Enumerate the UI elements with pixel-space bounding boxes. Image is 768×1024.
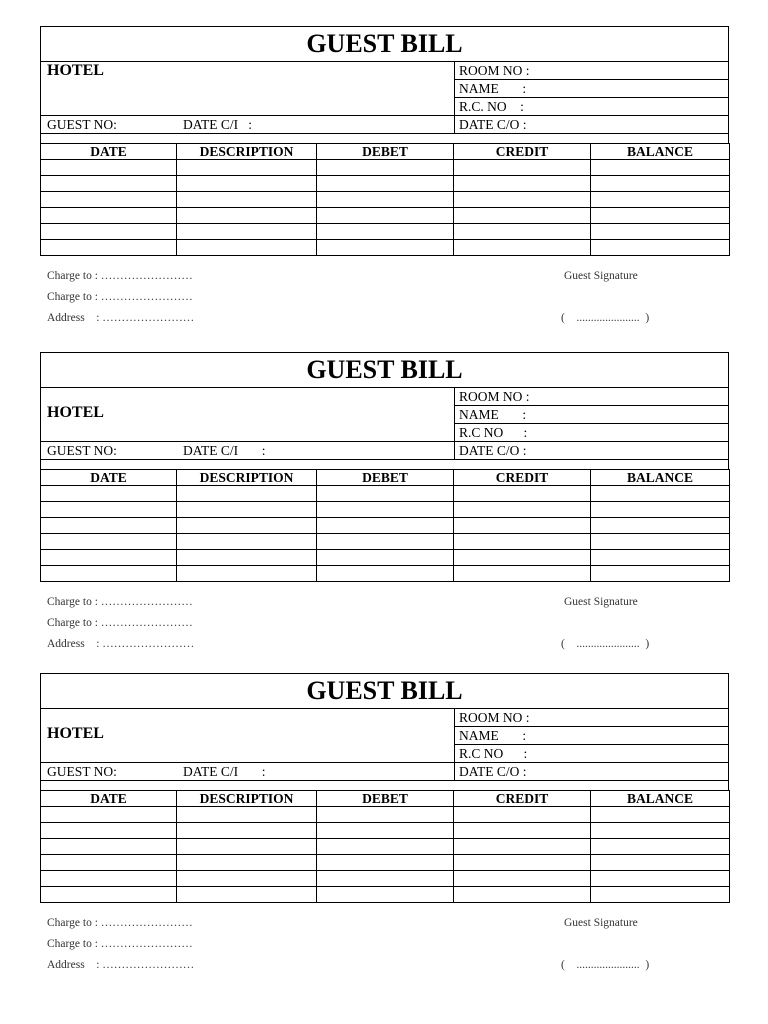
- guest-signature-label: Guest Signature: [564, 270, 638, 282]
- room-no-field: ROOM NO :: [459, 389, 530, 404]
- date-co-field: DATE C/O :: [459, 764, 527, 779]
- hotel-label: HOTEL: [47, 404, 104, 421]
- room-no-field: ROOM NO :: [459, 63, 530, 78]
- table-row[interactable]: [41, 502, 730, 518]
- address-line: Address : ……………………: [47, 959, 195, 971]
- bill-header-block: [40, 26, 729, 134]
- table-row[interactable]: [41, 208, 730, 224]
- date-ci-field: DATE C/I :: [177, 116, 455, 133]
- date-co-field: DATE C/O :: [459, 117, 527, 132]
- room-no-field: ROOM NO :: [459, 710, 530, 725]
- address-line: Address : ……………………: [47, 312, 195, 324]
- date-ci-field: DATE C/I :: [177, 442, 455, 459]
- guest-bill-3: [40, 673, 729, 983]
- charge-to-line-1: Charge to : ……………………: [47, 596, 193, 608]
- col-balance: BALANCE: [591, 144, 730, 160]
- table-row[interactable]: [41, 566, 730, 582]
- bill-info-section: [41, 388, 728, 442]
- room-info: [455, 709, 728, 762]
- col-balance: BALANCE: [591, 470, 730, 486]
- charge-to-line-1: Charge to : ……………………: [47, 917, 193, 929]
- table-row[interactable]: [41, 807, 730, 823]
- rc-no-field: R.C. NO :: [455, 97, 728, 115]
- col-balance: BALANCE: [591, 791, 730, 807]
- col-description: DESCRIPTION: [177, 470, 317, 486]
- hotel-label: HOTEL: [47, 725, 104, 742]
- spacer-band: [40, 781, 729, 791]
- bill-title: GUEST BILL: [41, 353, 728, 388]
- table-row[interactable]: [41, 855, 730, 871]
- col-date: DATE: [41, 470, 177, 486]
- col-credit: CREDIT: [454, 791, 591, 807]
- hotel-cell: [41, 62, 455, 115]
- col-credit: CREDIT: [454, 470, 591, 486]
- guest-no-field: GUEST NO:: [47, 764, 117, 779]
- hotel-cell: [41, 388, 455, 441]
- date-ci-field: DATE C/I :: [177, 763, 455, 780]
- table-row[interactable]: [41, 176, 730, 192]
- col-debet: DEBET: [317, 144, 454, 160]
- bill-header-block: [40, 352, 729, 460]
- guest-dates-row: [41, 442, 728, 459]
- charge-to-line-2: Charge to : ……………………: [47, 291, 193, 303]
- bill-info-section: [41, 62, 728, 116]
- table-row[interactable]: [41, 224, 730, 240]
- col-debet: DEBET: [317, 470, 454, 486]
- table-row[interactable]: [41, 160, 730, 176]
- ledger-table: [40, 790, 730, 903]
- table-row[interactable]: [41, 518, 730, 534]
- ledger-header-row: [41, 791, 730, 807]
- room-info: [455, 62, 728, 115]
- rc-no-field: R.C NO :: [455, 744, 728, 762]
- ledger-header-row: [41, 470, 730, 486]
- bill-title: GUEST BILL: [41, 674, 728, 709]
- col-description: DESCRIPTION: [177, 791, 317, 807]
- table-row[interactable]: [41, 192, 730, 208]
- col-description: DESCRIPTION: [177, 144, 317, 160]
- address-line: Address : ……………………: [47, 638, 195, 650]
- hotel-label: HOTEL: [47, 62, 104, 79]
- room-info: [455, 388, 728, 441]
- table-row[interactable]: [41, 550, 730, 566]
- col-debet: DEBET: [317, 791, 454, 807]
- table-row[interactable]: [41, 534, 730, 550]
- name-field: NAME :: [455, 405, 728, 423]
- bill-footer: [40, 903, 729, 983]
- bill-footer: [40, 256, 729, 336]
- signature-line: ( ...................... ): [561, 638, 650, 650]
- table-row[interactable]: [41, 240, 730, 256]
- col-date: DATE: [41, 144, 177, 160]
- spacer-band: [40, 460, 729, 470]
- ledger-header-row: [41, 144, 730, 160]
- signature-line: ( ...................... ): [561, 312, 650, 324]
- spacer-band: [40, 134, 729, 144]
- bill-header-block: [40, 673, 729, 781]
- table-row[interactable]: [41, 871, 730, 887]
- name-field: NAME :: [455, 726, 728, 744]
- guest-signature-label: Guest Signature: [564, 917, 638, 929]
- guest-signature-label: Guest Signature: [564, 596, 638, 608]
- guest-bill-1: [40, 26, 729, 336]
- col-date: DATE: [41, 791, 177, 807]
- charge-to-line-1: Charge to : ……………………: [47, 270, 193, 282]
- date-co-field: DATE C/O :: [459, 443, 527, 458]
- rc-no-field: R.C NO :: [455, 423, 728, 441]
- guest-dates-row: [41, 116, 728, 133]
- ledger-table: [40, 469, 730, 582]
- table-row[interactable]: [41, 839, 730, 855]
- bill-title: GUEST BILL: [41, 27, 728, 62]
- charge-to-line-2: Charge to : ……………………: [47, 617, 193, 629]
- table-row[interactable]: [41, 887, 730, 903]
- guest-no-field: GUEST NO:: [47, 443, 117, 458]
- bill-info-section: [41, 709, 728, 763]
- ledger-table: [40, 143, 730, 256]
- guest-dates-row: [41, 763, 728, 780]
- name-field: NAME :: [455, 79, 728, 97]
- guest-no-field: GUEST NO:: [47, 117, 117, 132]
- table-row[interactable]: [41, 823, 730, 839]
- col-credit: CREDIT: [454, 144, 591, 160]
- bill-footer: [40, 582, 729, 662]
- charge-to-line-2: Charge to : ……………………: [47, 938, 193, 950]
- signature-line: ( ...................... ): [561, 959, 650, 971]
- guest-bill-2: [40, 352, 729, 662]
- hotel-cell: [41, 709, 455, 762]
- table-row[interactable]: [41, 486, 730, 502]
